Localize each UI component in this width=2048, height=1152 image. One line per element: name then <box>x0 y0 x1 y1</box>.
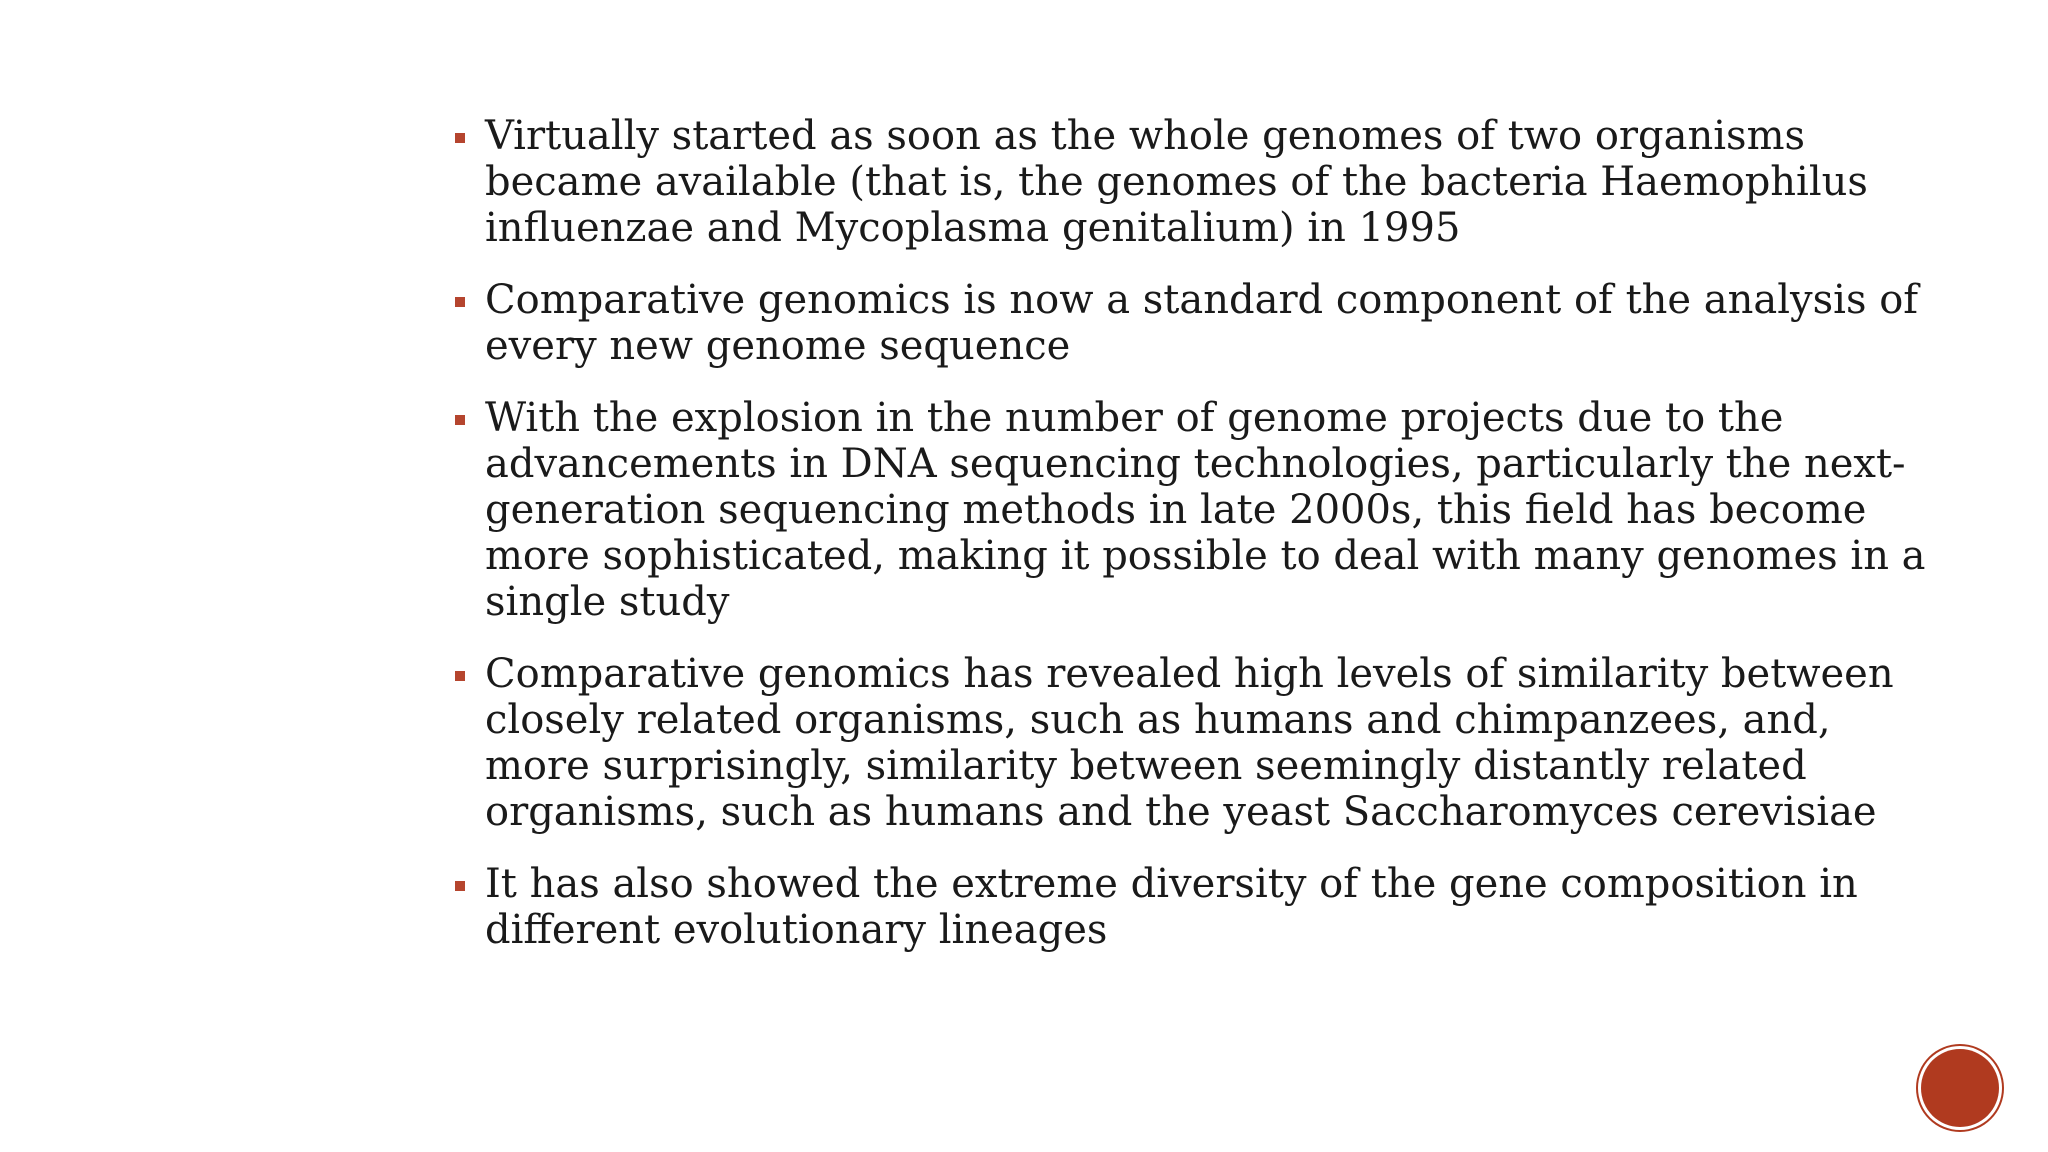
bullet-text: Comparative genomics is now a standard component of the analysis of every new genome sequence <box>485 277 1919 369</box>
circle-badge-icon <box>1921 1049 1999 1127</box>
square-bullet-icon <box>455 881 465 891</box>
bullet-item <box>455 395 1945 625</box>
bullet-list <box>455 113 1945 979</box>
square-bullet-icon <box>455 133 465 143</box>
bullet-text: Virtually started as soon as the whole genomes of two organisms became available (that is, the genomes of the bacteria Haemophilus influenzae and Mycoplasma genitalium) in 1995 <box>485 113 1868 251</box>
bullet-item <box>455 861 1945 953</box>
bullet-text: Comparative genomics has revealed high levels of similarity between closely related organisms, such as humans and chimpanzees, and, more surprisingly, similarity between seemingly distantly related organisms, such as humans and the yeast Saccharomyces cerevisiae <box>485 651 1894 835</box>
square-bullet-icon <box>455 415 465 425</box>
square-bullet-icon <box>455 671 465 681</box>
bullet-text: It has also showed the extreme diversity of the gene composition in different evolutionary lineages <box>485 861 1858 953</box>
bullet-item <box>455 277 1945 369</box>
bullet-item <box>455 113 1945 251</box>
square-bullet-icon <box>455 297 465 307</box>
bullet-item <box>455 651 1945 835</box>
bullet-text: With the explosion in the number of genome projects due to the advancements in DNA sequencing technologies, particularly the next-generation sequencing methods in late 2000s, this field has become more sophisticated, making it possible to deal with many genomes in a single study <box>485 395 1926 625</box>
